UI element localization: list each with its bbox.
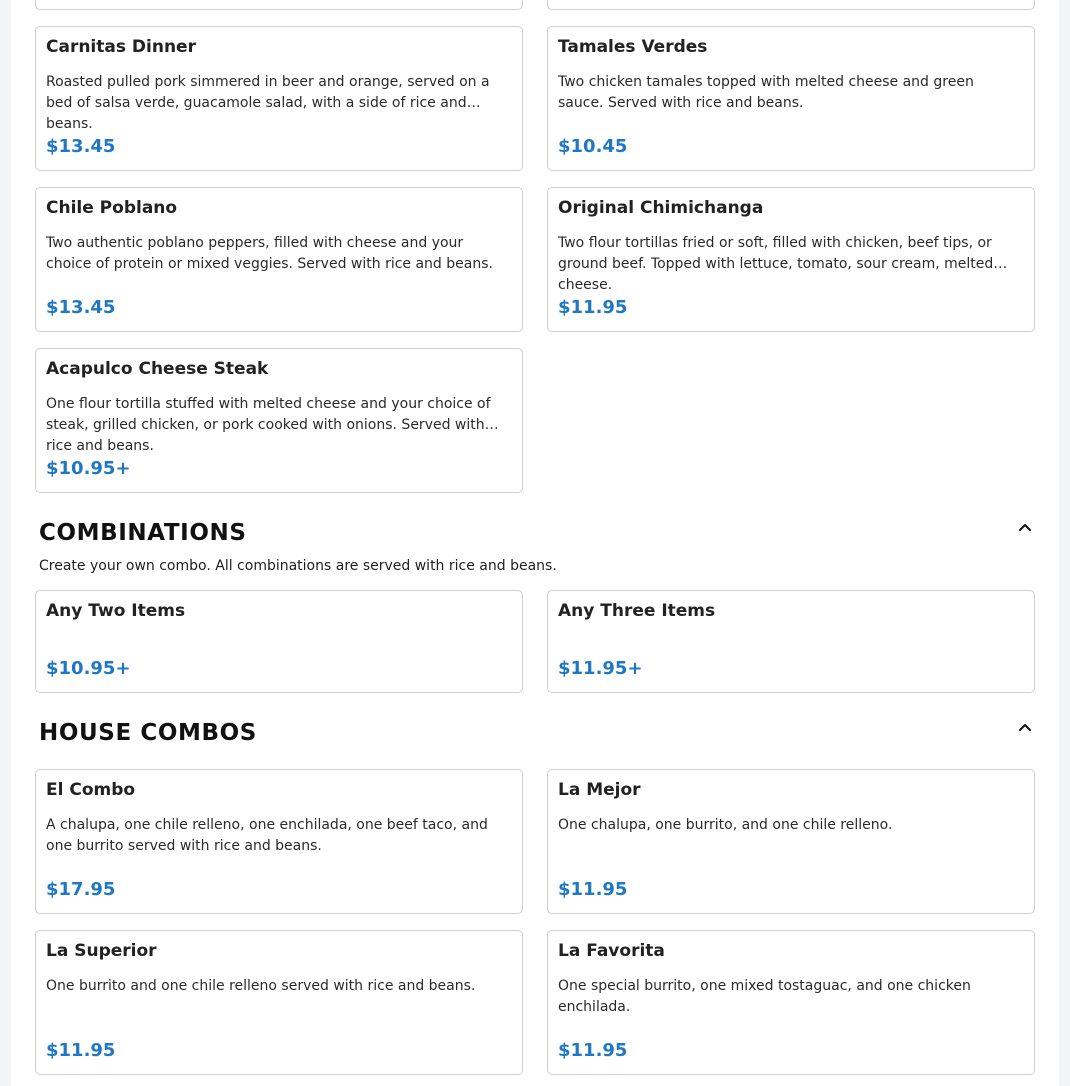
menu-item-card[interactable] <box>35 930 523 1075</box>
section-title-house-combos: HOUSE COMBOS <box>39 720 257 746</box>
item-price: $13.45 <box>46 297 116 318</box>
item-name: La Favorita <box>558 941 665 961</box>
item-price: $11.95+ <box>558 658 643 679</box>
item-description: One flour tortilla stuffed with melted cheese and your choice of steak, grilled chicken, or pork cooked with onions. Served with rice and beans. <box>46 396 491 454</box>
item-name: Chile Poblano <box>46 198 178 218</box>
item-description: Two flour tortillas fried or soft, filled with chicken, beef tips, or ground beef. Topped with lettuce, tomato, sour cream, melted cheese. <box>558 235 994 293</box>
item-name: Acapulco Cheese Steak <box>46 359 269 379</box>
item-price: $11.95 <box>558 297 628 318</box>
item-description: One burrito and one chile relleno served with rice and beans. <box>46 978 476 994</box>
menu-item-card[interactable] <box>547 187 1035 332</box>
menu-item-card[interactable] <box>547 26 1035 171</box>
item-price: $11.95 <box>46 1040 116 1061</box>
menu-item-card-partial[interactable] <box>35 0 523 10</box>
menu-item-card-partial[interactable] <box>547 0 1035 10</box>
menu-item-card[interactable] <box>35 590 523 693</box>
item-name: Any Two Items <box>46 601 186 621</box>
menu-item-card[interactable] <box>547 590 1035 693</box>
item-description: A chalupa, one chile relleno, one enchilada, one beef taco, and one burrito served with rice and beans. <box>46 817 488 854</box>
menu-item-card[interactable] <box>35 348 523 493</box>
menu-item-card[interactable] <box>35 26 523 171</box>
item-name: La Superior <box>46 941 157 961</box>
menu-item-card[interactable] <box>547 930 1035 1075</box>
item-name: Original Chimichanga <box>558 198 764 218</box>
item-price: $10.95+ <box>46 658 131 679</box>
item-description: Two authentic poblano peppers, filled with cheese and your choice of protein or mixed veggies. Served with rice and beans. <box>46 235 493 272</box>
item-description: One special burrito, one mixed tostaguac, and one chicken enchilada. <box>558 978 971 1015</box>
item-description: Roasted pulled pork simmered in beer and orange, served on a bed of salsa verde, guacamole salad, with a side of rice and beans. <box>46 74 490 132</box>
item-name: Any Three Items <box>558 601 716 621</box>
item-price: $13.45 <box>46 136 116 157</box>
item-name: Tamales Verdes <box>558 37 708 57</box>
section-description: Create your own combo. All combinations are served with rice and beans. <box>39 558 557 574</box>
menu-page <box>11 0 1059 1086</box>
item-price: $17.95 <box>46 879 116 900</box>
item-price: $11.95 <box>558 1040 628 1061</box>
section-title-combinations: COMBINATIONS <box>39 520 247 546</box>
item-description: Two chicken tamales topped with melted cheese and green sauce. Served with rice and beans. <box>558 74 974 111</box>
item-name: El Combo <box>46 780 136 800</box>
item-description: One chalupa, one burrito, and one chile relleno. <box>558 817 893 833</box>
chevron-up-icon[interactable] <box>1016 718 1034 736</box>
item-name: Carnitas Dinner <box>46 37 196 57</box>
menu-item-card[interactable] <box>35 187 523 332</box>
item-price: $10.95+ <box>46 458 131 479</box>
chevron-up-icon[interactable] <box>1016 518 1034 536</box>
menu-item-card[interactable] <box>547 769 1035 914</box>
item-price: $10.45 <box>558 136 628 157</box>
item-name: La Mejor <box>558 780 641 800</box>
item-price: $11.95 <box>558 879 628 900</box>
menu-item-card[interactable] <box>35 769 523 914</box>
